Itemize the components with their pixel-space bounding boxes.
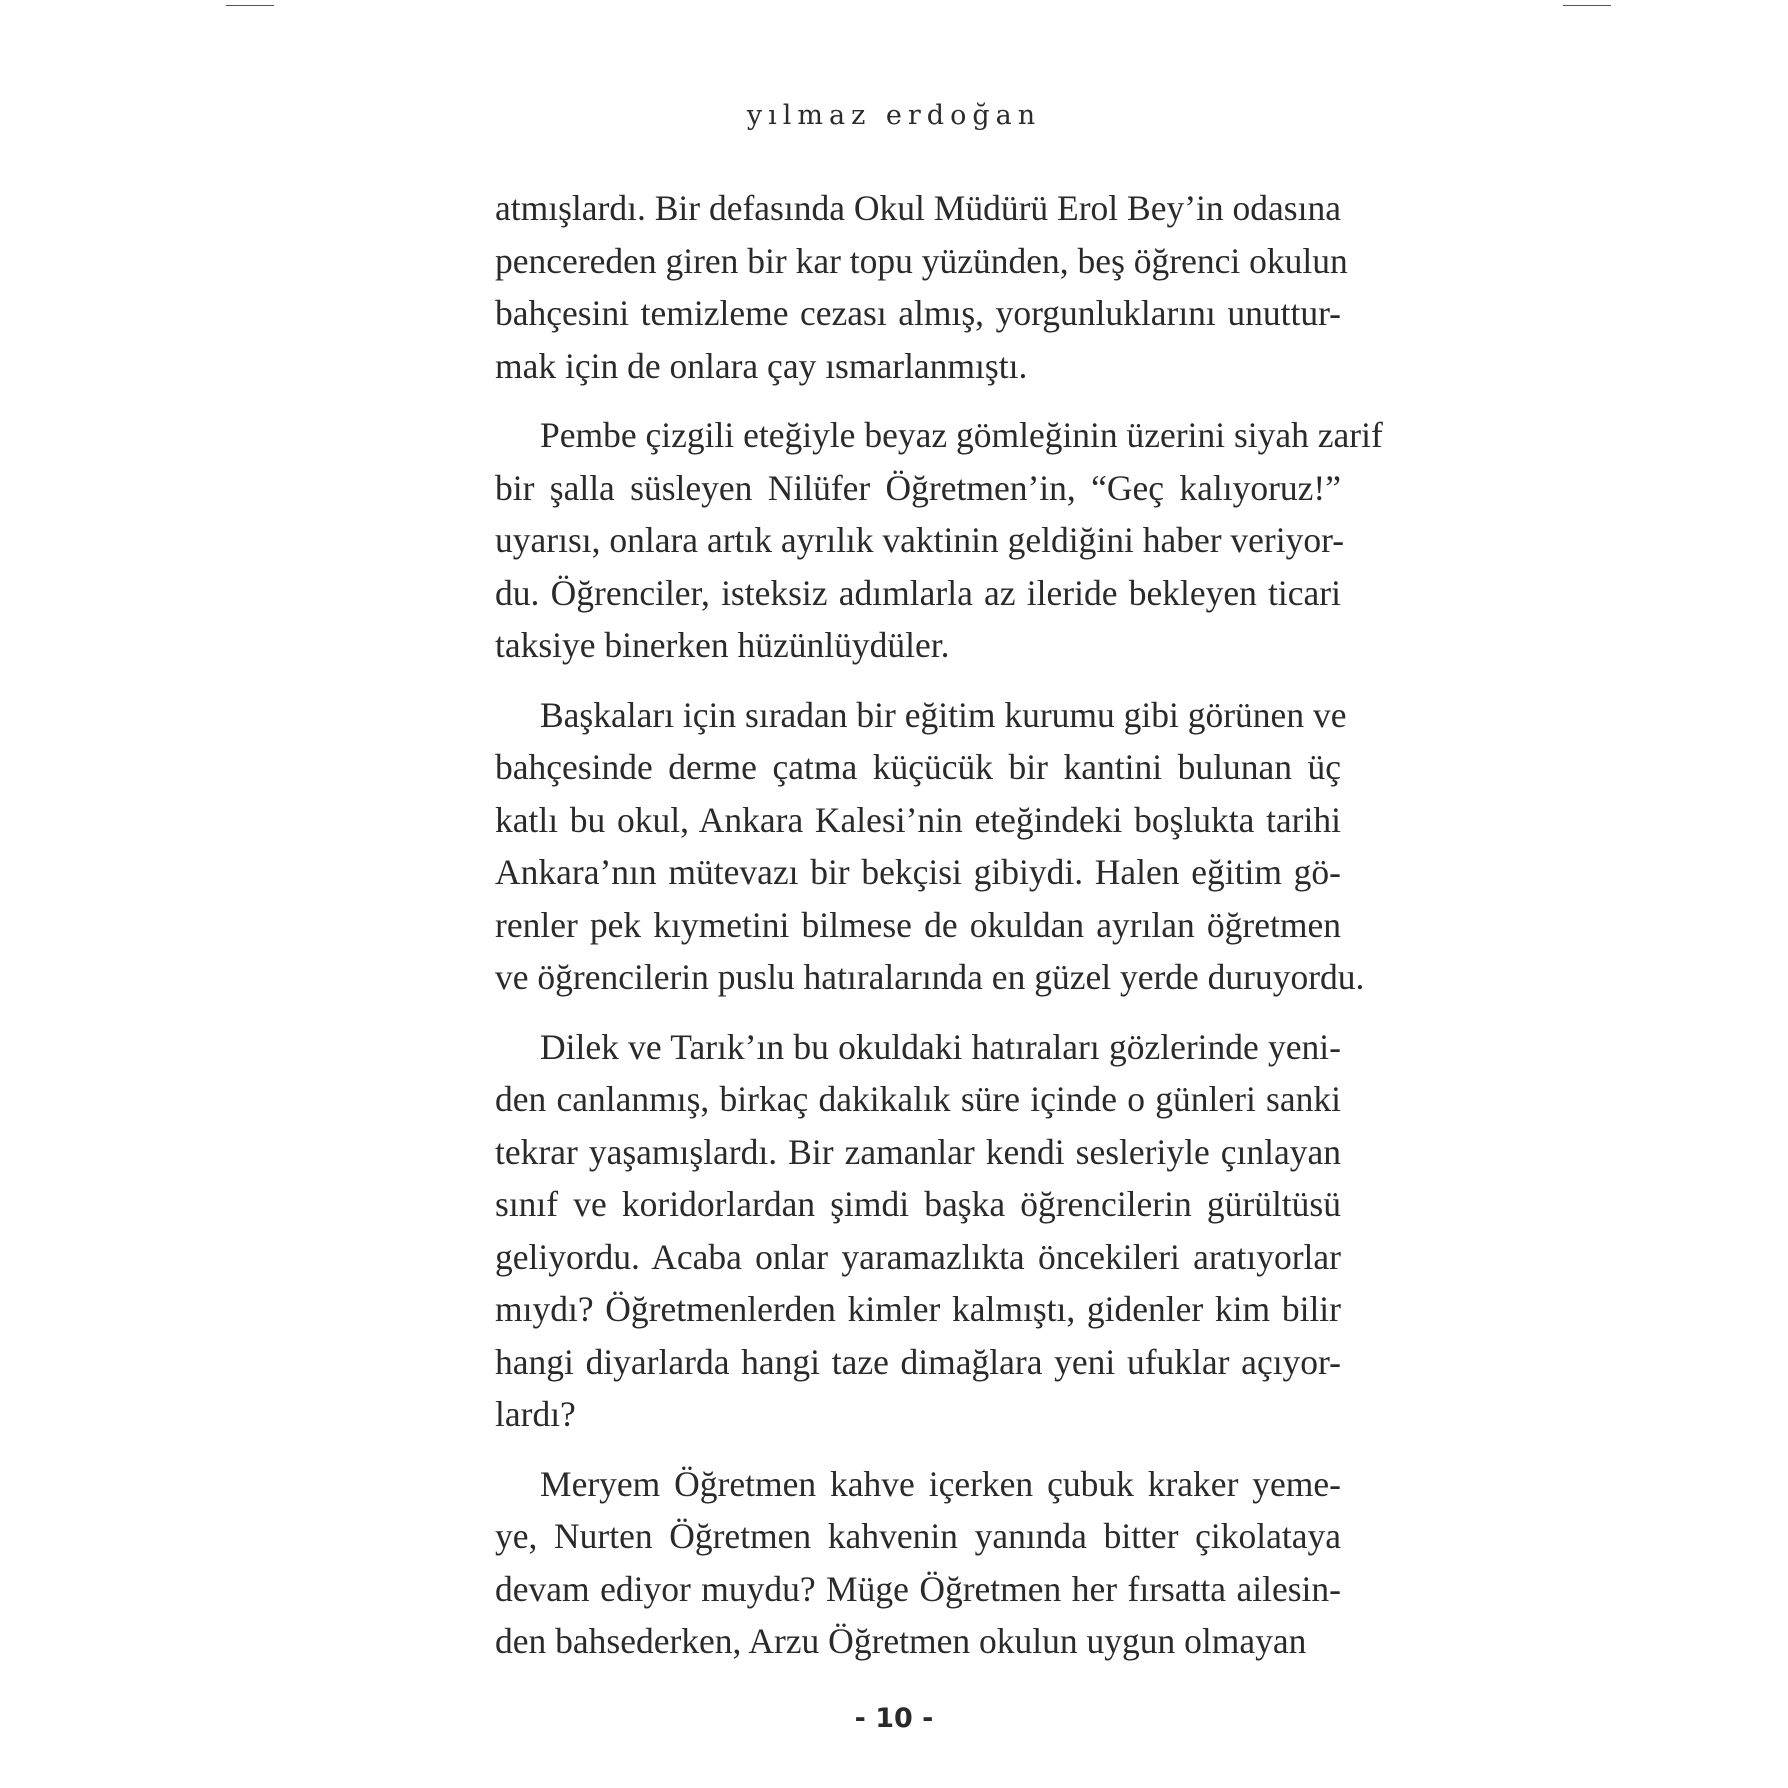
text-line: ve öğrencilerin puslu hatıralarında en güzel yerde duruyordu. xyxy=(495,957,1365,997)
text-line: atmışlardı. Bir defasında Okul Müdürü Erol Bey’in odasına xyxy=(495,188,1341,228)
text-line: uyarısı, onlara artık ayrılık vaktinin geldiğini haber veriyor- xyxy=(495,520,1345,560)
text-line: Meryem Öğretmen kahve içerken çubuk kraker yeme- xyxy=(540,1463,1341,1504)
paragraph xyxy=(495,1458,1341,1668)
body-text xyxy=(495,182,1383,1668)
text-line: Dilek ve Tarık’ın bu okuldaki hatıraları gözlerinde yeni- xyxy=(540,1026,1341,1067)
text-line: den bahsederken, Arzu Öğretmen okulun uygun olmayan xyxy=(495,1621,1307,1661)
crop-mark-left xyxy=(226,5,274,6)
text-line: renler pek kıymetini bilmese de okuldan ayrılan öğretmen xyxy=(495,904,1341,945)
text-line: pencereden giren bir kar topu yüzünden, beş öğrenci okulun xyxy=(495,240,1348,281)
text-line: Başkaları için sıradan bir eğitim kurumu gibi görünen ve xyxy=(540,694,1347,735)
text-line: bahçesini temizleme cezası almış, yorgunluklarını unuttur- xyxy=(495,293,1341,333)
crop-mark-right xyxy=(1563,5,1611,6)
running-header: yılmaz erdoğan xyxy=(746,100,1042,131)
text-line: Ankara’nın mütevazı bir bekçisi gibiydi. Halen eğitim gö- xyxy=(495,852,1341,892)
text-line: ye, Nurten Öğretmen kahvenin yanında bitter çikolataya xyxy=(495,1516,1341,1556)
text-line: mıydı? Öğretmenlerden kimler kalmıştı, gidenler kim bilir xyxy=(495,1289,1341,1329)
text-line: sınıf ve koridorlardan şimdi başka öğrencilerin gürültüsü xyxy=(495,1184,1341,1224)
text-line: du. Öğrenciler, isteksiz adımlarla az ileride bekleyen ticari xyxy=(495,572,1341,613)
text-line: hangi diyarlarda hangi taze dimağlara yeni ufuklar açıyor- xyxy=(495,1341,1341,1382)
paragraph xyxy=(495,182,1348,392)
paragraph xyxy=(495,1021,1341,1441)
text-line: lardı? xyxy=(495,1394,576,1434)
text-line: bir şalla süsleyen Nilüfer Öğretmen’in, “Geç kalıyoruz!” xyxy=(495,467,1341,508)
text-line: geliyordu. Acaba onlar yaramazlıkta öncekileri aratıyorlar xyxy=(495,1236,1341,1277)
text-line: bahçesinde derme çatma küçücük bir kantini bulunan üç xyxy=(495,747,1341,787)
text-line: katlı bu okul, Ankara Kalesi’nin eteğindeki boşlukta tarihi xyxy=(495,799,1341,840)
paragraph xyxy=(495,689,1365,1004)
page-number: - 10 - xyxy=(854,1703,934,1734)
text-line: taksiye binerken hüzünlüydüler. xyxy=(495,625,950,665)
text-line: tekrar yaşamışlardı. Bir zamanlar kendi sesleriyle çınlayan xyxy=(495,1131,1341,1172)
paragraph xyxy=(495,409,1383,672)
text-line: mak için de onlara çay ısmarlanmıştı. xyxy=(495,345,1028,386)
text-line: den canlanmış, birkaç dakikalık süre içinde o günleri sanki xyxy=(495,1079,1341,1119)
text-line: devam ediyor muydu? Müge Öğretmen her fırsatta ailesin- xyxy=(495,1568,1341,1609)
text-line: Pembe çizgili eteğiyle beyaz gömleğinin üzerini siyah zarif xyxy=(540,415,1383,455)
